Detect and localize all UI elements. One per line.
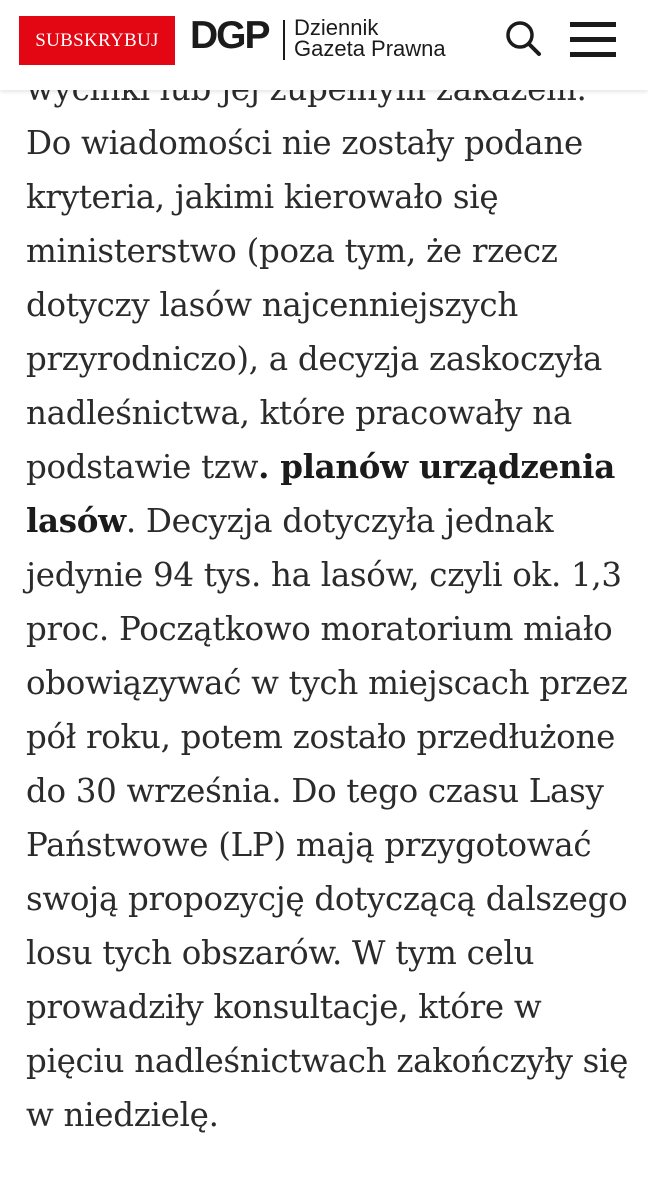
- paragraph-text-before: Do wiadomości nie zostały podane kryteria, jakimi kierowało się ministerstwo (poza tym, że rzecz dotyczy lasów najcenniejszych przyrodniczo), a decyzja zaskoczyła nadleśnictwa, które pracowały na podstawie tzw: [26, 124, 603, 486]
- logo-line-2: Gazeta Prawna: [294, 36, 446, 61]
- logo-wordmark: [294, 17, 446, 59]
- paragraph-text-after: . Decyzja dotyczyła jednak jedynie 94 tys. ha lasów, czyli ok. 1,3 proc. Początkowo moratorium miało obowiązywać w tych miejscach przez pół roku, potem zostało przedłużone do 30 września. Do tego czasu Lasy Państwowe (LP) mają przygotować swoją propozycję dotyczącą dalszego losu tych obszarów. W tym celu prowadziły konsultacje, które w pięciu nadleśnictwach zakończyły się w niedzielę.: [26, 502, 629, 1134]
- article-paragraph: [26, 116, 636, 1142]
- search-icon[interactable]: [503, 18, 543, 58]
- bold-link-plany-urzadzenia-lasow[interactable]: . planów urządzenia lasów: [26, 447, 615, 540]
- article-body: [26, 62, 636, 1142]
- logo-mark: DGP: [190, 14, 269, 57]
- site-header: [0, 0, 648, 90]
- subscribe-button[interactable]: SUBSKRYBUJ: [19, 16, 175, 65]
- hamburger-menu-icon[interactable]: [570, 22, 616, 58]
- logo-line-1: Dziennik: [294, 15, 379, 40]
- logo-divider: [283, 20, 285, 60]
